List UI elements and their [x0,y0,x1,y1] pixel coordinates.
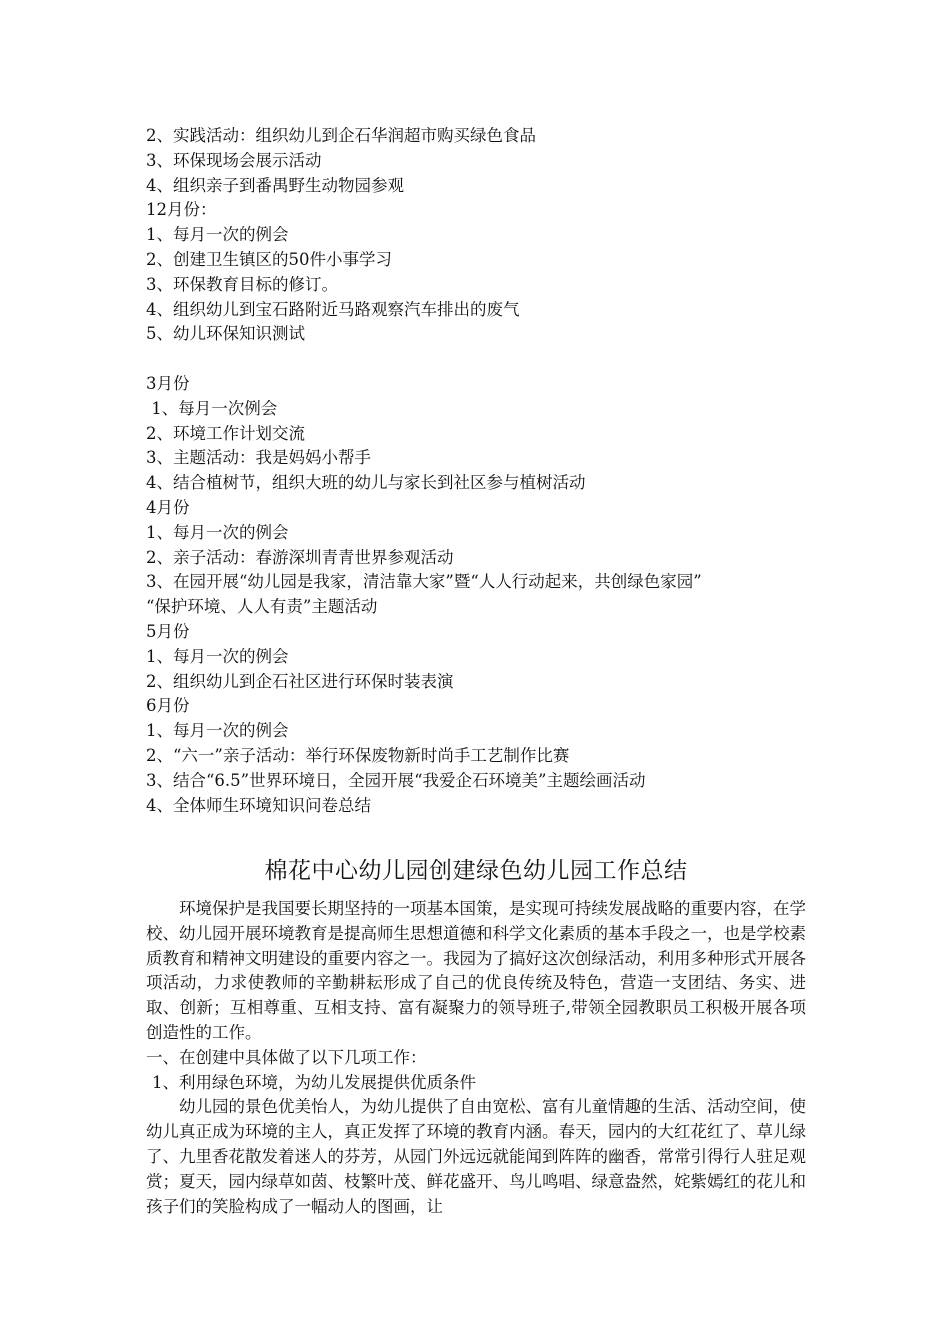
list-line: 3、主题活动：我是妈妈小帮手 [146,448,371,468]
list-line: 1、每月一次的例会 [146,646,289,666]
month-heading: 12月份： [146,200,217,220]
list-line: 4、全体师生环境知识问卷总结 [146,795,371,815]
month-heading: 4月份 [146,497,190,517]
list-line: 2、“六一”亲子活动：举行环保废物新时尚手工艺制作比赛 [146,745,570,765]
list-line: 2、亲子活动：春游深圳青青世界参观活动 [146,547,454,567]
list-line: 2、创建卫生镇区的50件小事学习 [146,249,392,269]
list-line: 4、组织亲子到番禺野生动物园参观 [146,175,404,195]
list-line: 2、组织幼儿到企石社区进行环保时装表演 [146,671,454,691]
blank-line [146,347,826,372]
summary-body [146,897,806,1219]
list-line: 1、每月一次的例会 [146,522,289,542]
list-line: 3、在园开展“幼儿园是我家，清洁靠大家”暨“人人行动起来，共创绿色家园” [146,572,702,592]
list-line: 1、每月一次的例会 [146,721,289,741]
list-line: 4、结合植树节，组织大班的幼儿与家长到社区参与植树活动 [146,473,586,493]
document-title: 棉花中心幼儿园创建绿色幼儿园工作总结 [264,858,688,884]
list-line: 3、环保教育目标的修订。 [146,274,338,294]
month-heading: 3月份 [146,373,190,393]
month-heading: 5月份 [146,621,190,641]
list-line: 5、幼儿环保知识测试 [146,324,305,344]
body-paragraph: 幼儿园的景色优美怡人，为幼儿提供了自由宽松、富有儿童情趣的生活、活动空间，使幼儿真正成为环境的主人，真正发挥了环境的教育内涵。春天，园内的大红花红了、草儿绿了、九里香花散发着迷人的芬芳，从园门外远远就能闻到阵阵的幽香，常常引得行人驻足观赏；夏天，园内绿草如茵、枝繁叶茂、鲜花盛开、鸟儿鸣唱、绿意盎然，姹紫嫣红的花儿和孩子们的笑脸构成了一幅动人的图画，让 [146,1097,806,1216]
list-line: 3、结合“6.5”世界环境日，全园开展“我爱企石环境美”主题绘画活动 [146,770,646,790]
list-line: 4、组织幼儿到宝石路附近马路观察汽车排出的废气 [146,299,520,319]
list-line: 1、每月一次的例会 [146,225,289,245]
sub-heading: 1、利用绿色环境，为幼儿发展提供优质条件 [152,1072,476,1092]
section-heading: 一、在创建中具体做了以下几项工作： [146,1047,427,1067]
month-heading: 6月份 [146,696,190,716]
activity-schedule-list [146,124,826,818]
list-line: 2、环境工作计划交流 [146,423,305,443]
list-line: 3、环保现场会展示活动 [146,150,322,170]
intro-paragraph: 环境保护是我国要长期坚持的一项基本国策，是实现可持续发展战略的重要内容，在学校、幼儿园开展环境教育是提高师生思想道德和科学文化素质的基本手段之一，也是学校素质教育和精神文明建设的重要内容之一。我园为了搞好这次创绿活动，利用多种形式开展各项活动，力求使教师的辛勤耕耘形成了自己的优良传统及特色，营造一支团结、务实、进取、创新；互相尊重、互相支持、富有凝聚力的领导班子,带领全园教职员工积极开展各项创造性的工作。 [146,899,806,1042]
list-line: 2、实践活动：组织幼儿到企石华润超市购买绿色食品 [146,126,536,145]
list-line: 1、每月一次例会 [146,398,278,418]
list-line: “保护环境、人人有责”主题活动 [146,597,378,617]
